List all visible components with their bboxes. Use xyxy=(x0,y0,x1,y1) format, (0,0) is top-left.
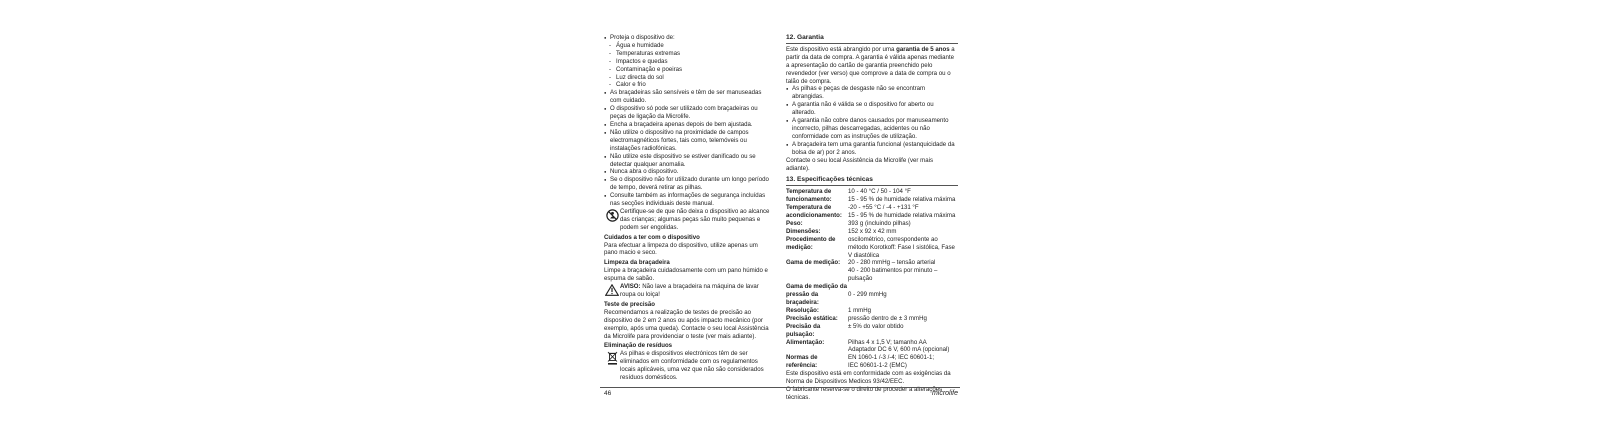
spec-row xyxy=(786,259,958,283)
conformity-text: Este dispositivo está em conformidade com as exigências da Norma de Dispositivos Medicos 93/42/EEC. xyxy=(786,370,951,386)
warranty-title: 12. Garantia xyxy=(786,34,958,44)
warning-body: Não lave a braçadeira na máquina de lavar roupa ou loiça! xyxy=(620,283,759,298)
warranty-period: garantia de 5 anos xyxy=(896,45,950,53)
warranty-bullet: ● A garantia não é válida se o dispositivo for aberto ou alterado. xyxy=(786,101,958,117)
crossed-bin-icon xyxy=(604,350,620,365)
spec-label: Resolução: xyxy=(786,306,819,314)
safety-bullet: ● As braçadeiras são sensíveis e têm de ser manuseadas com cuidado. xyxy=(604,89,772,105)
spec-label: Temperatura de acondicionamento: xyxy=(786,204,842,220)
wash-warning-text xyxy=(620,283,772,299)
spec-label: Gama de medição da pressão da braçadeira: xyxy=(786,283,847,306)
spec-row xyxy=(786,220,958,228)
spec-value: 20 - 280 mmHg – tensão arterial 40 - 200 batimentos por minuto – pulsação xyxy=(848,259,938,283)
spec-row xyxy=(786,339,958,355)
spec-label: Normas de referência: xyxy=(786,354,818,370)
spec-value: 152 x 92 x 42 mm xyxy=(848,227,897,235)
protect-item: - Contaminação e poeiras xyxy=(604,66,772,74)
spec-value: EN 1060-1 /-3 /-4; IEC 60601-1; IEC 60601-1-2 (EMC) xyxy=(848,354,935,370)
reserve-text: O fabricante reserva-se o direito de proceder a alterações técnicas. xyxy=(786,385,943,401)
accuracy-test-text: Recomendamos a realização de testes de precisão ao dispositivo de 2 em 2 anos ou após impacto mecânico (por exemplo, após uma queda). Contacte o seu local Assistência da Microlife para providenciar o teste (ver mais adiante). xyxy=(604,308,769,340)
safety-bullet: ● Não utilize este dispositivo se estiver danificado ou se detectar qualquer anomalia. xyxy=(604,153,772,169)
children-warning-text: Certifique-se de que não deixa o dispositivo ao alcance das crianças; algumas peças são muito pequenas e podem ser engolidas. xyxy=(620,207,770,231)
no-children-icon xyxy=(604,208,620,222)
page-number: 46 xyxy=(604,390,612,397)
care-text: Para efectuar a limpeza do dispositivo, utilize apenas um pano macio e seco. xyxy=(604,241,758,257)
warranty-text-post: a partir da data de compra. A garantia é válida apenas mediante a apresentação do cartão de garantia preenchido pelo revendedor (ver verso) que comprove a data de compra ou o talão de compra. xyxy=(786,45,955,85)
warranty-bullet: ● As pilhas e peças de desgaste não se encontram abrangidas. xyxy=(786,85,958,101)
children-warning xyxy=(604,208,772,232)
safety-bullet: ● Encha a braçadeira apenas depois de bem ajustada. xyxy=(604,121,772,129)
warranty-bullet: ● A braçadeira tem uma garantia funcional (estanquicidade da bolsa de ar) por 2 anos. xyxy=(786,141,958,157)
left-column xyxy=(604,34,772,382)
warranty-text-pre: Este dispositivo está abrangido por uma xyxy=(786,45,897,53)
warranty-bullet: ● A garantia não cobre danos causados por manuseamento incorrecto, pilhas descarregadas, acidentes ou não conformidade com as instruções de utilização. xyxy=(786,117,958,141)
specs-title: 13. Especificações técnicas xyxy=(786,176,958,186)
spec-row xyxy=(786,315,958,323)
safety-bullet: ● Se o dispositivo não for utilizado durante um longo período de tempo, deverá retirar as pilhas. xyxy=(604,176,772,192)
spec-value: ± 5% do valor obtido xyxy=(848,322,904,330)
spec-row xyxy=(786,204,958,220)
spec-row xyxy=(786,307,958,315)
disposal-block xyxy=(604,350,772,382)
cuff-cleaning-text: Limpe a braçadeira cuidadosamente com um pano húmido e espuma de sabão. xyxy=(604,267,768,283)
protect-item: - Luz directa do sol xyxy=(604,74,772,82)
brand-logo: microlife xyxy=(931,390,958,397)
spec-value: pressão dentro de ± 3 mmHg xyxy=(848,314,927,322)
safety-bullet: ● O dispositivo só pode ser utilizado com braçadeiras ou peças de ligação da Microlife. xyxy=(604,105,772,121)
spec-row xyxy=(786,228,958,236)
warning-label: AVISO: xyxy=(620,283,641,291)
safety-bullet: ● Nunca abra o dispositivo. xyxy=(604,168,772,176)
spec-row xyxy=(786,283,958,307)
spec-value: -20 - +55 °C / -4 - +131 °F 15 - 95 % de humidade relativa máxima xyxy=(848,204,956,220)
spec-row xyxy=(786,236,958,260)
spec-row xyxy=(786,354,958,370)
warranty-text xyxy=(786,46,958,86)
spec-value: Pilhas 4 x 1,5 V; tamanho AA Adaptador DC 6 V, 600 mA (opcional) xyxy=(848,338,950,354)
spec-value: 1 mmHg xyxy=(848,306,872,314)
disposal-text: As pilhas e dispositivos electrónicos têm de ser eliminados em conformidade com os regulamentos locais aplicáveis, uma vez que não são considerados resíduos domésticos. xyxy=(620,350,764,382)
spec-label: Procedimento de medição: xyxy=(786,235,836,251)
spec-label: Gama de medição: xyxy=(786,259,841,267)
cuff-cleaning-title: Limpeza da braçadeira xyxy=(604,259,670,267)
warning-triangle-icon xyxy=(604,283,620,296)
spec-label: Dimensões: xyxy=(786,227,821,235)
care-title: Cuidados a ter com o dispositivo xyxy=(604,233,700,241)
accuracy-test-title: Teste de precisão xyxy=(604,300,656,308)
spec-value: 0 - 299 mmHg xyxy=(848,291,887,299)
disposal-title: Eliminação de resíduos xyxy=(604,342,673,350)
wash-warning xyxy=(604,283,772,299)
protect-item: - Água e humidade xyxy=(604,42,772,50)
spec-label: Temperatura de funcionamento: xyxy=(786,188,832,204)
safety-bullet: ● Não utilize o dispositivo na proximidade de campos electromagnéticos fortes, tais como, telemóveis ou instalações radiofónicas. xyxy=(604,129,772,153)
spec-label: Precisão da pulsação: xyxy=(786,322,821,338)
protect-item: - Temperaturas extremas xyxy=(604,50,772,58)
spec-value: 10 - 40 °C / 50 - 104 °F 15 - 95 % de humidade relativa máxima xyxy=(848,188,956,204)
spec-row xyxy=(786,323,958,339)
spec-row xyxy=(786,188,958,204)
protect-intro: ● Proteja o dispositivo de: xyxy=(604,34,772,42)
protect-item: - Calor e frio xyxy=(604,81,772,89)
spec-label: Precisão estática: xyxy=(786,314,838,322)
safety-bullet: ● Consulte também as informações de segurança incluídas nas secções individuais deste manual. xyxy=(604,192,772,208)
warranty-contact: Contacte o seu local Assistência da Microlife (ver mais adiante). xyxy=(786,156,933,172)
manual-page xyxy=(600,34,960,402)
spec-value: oscilométrico, correspondente ao método Korotkoff: Fase I sistólica, Fase V diastólica xyxy=(848,235,955,259)
spec-value: 393 g (incluindo pilhas) xyxy=(848,219,911,227)
right-column xyxy=(786,34,958,402)
protect-item: - Impactos e quedas xyxy=(604,58,772,66)
spec-label: Peso: xyxy=(786,219,803,227)
spec-label: Alimentação: xyxy=(786,338,825,346)
